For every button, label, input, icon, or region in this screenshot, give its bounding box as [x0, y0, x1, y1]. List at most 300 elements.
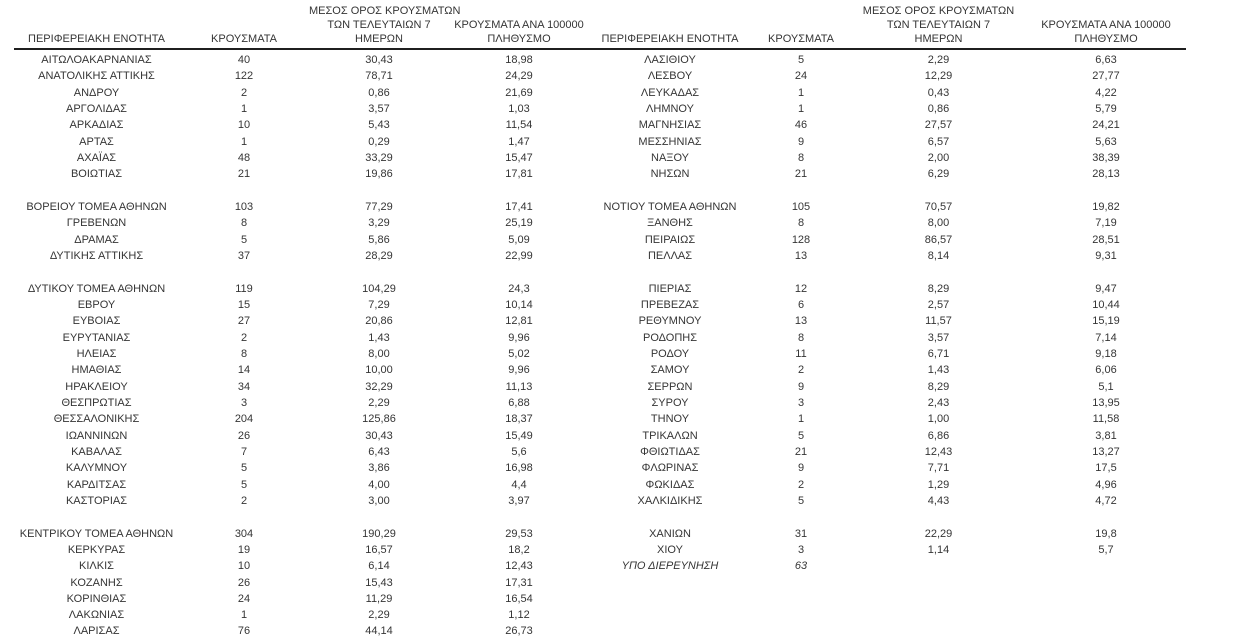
cases-right-cell: 9: [797, 380, 805, 393]
avg7-left-cell: 16,57: [365, 543, 393, 556]
cases-left-cell: 5: [240, 462, 248, 475]
table-row: [14, 542, 1186, 558]
per100k-left-cell: 29,53: [505, 527, 533, 540]
avg7-right-cell: 12,29: [924, 70, 953, 83]
avg7-left-cell: 5,43: [368, 119, 390, 132]
avg7-left-cell: 3,29: [368, 217, 390, 230]
cases-right-cell: 105: [791, 200, 811, 213]
region-right-cell: ΡΕΘΥΜΝΟΥ: [638, 315, 702, 328]
region-left-cell: ΛΑΚΩΝΙΑΣ: [68, 609, 125, 622]
per100k-left-cell: 9,96: [508, 364, 530, 377]
region-left-cell: ΔΥΤΙΚΟΥ ΤΟΜΕΑ ΑΘΗΝΩΝ: [27, 282, 166, 295]
cases-left-cell: 21: [237, 168, 251, 181]
avg7-left-cell: 8,00: [368, 347, 390, 360]
table-header: [14, 0, 1186, 49]
cases-right-cell: [751, 509, 851, 525]
per100k-right-cell: 19,82: [1092, 200, 1120, 213]
avg7-right-cell: 8,00: [927, 217, 950, 230]
cases-right-cell: 128: [791, 233, 811, 246]
per100k-right-cell: 17,5: [1095, 462, 1117, 475]
cases-left-cell: [179, 264, 309, 280]
per100k-right-cell: 13,27: [1092, 445, 1120, 458]
region-left-cell: ΙΩΑΝΝΙΝΩΝ: [65, 429, 128, 442]
region-right-cell: ΣΑΜΟΥ: [650, 364, 690, 377]
per100k-left-cell: 11,13: [505, 380, 533, 393]
per100k-left-cell: 1,03: [508, 102, 530, 115]
avg7-left-cell: 3,57: [368, 102, 390, 115]
avg7-right-cell: 1,29: [927, 478, 950, 491]
avg7-right-cell: [851, 607, 1026, 623]
avg7-right-cell: 4,43: [927, 494, 950, 507]
region-right-cell: ΤΗΝΟΥ: [650, 413, 690, 426]
region-right-cell: ΧΑΛΚΙΔΙΚΗΣ: [637, 494, 703, 507]
cases-left-cell: 76: [237, 625, 251, 638]
cases-right-cell: 5: [797, 494, 805, 507]
cases-left-cell: 1: [240, 102, 248, 115]
cases-right-cell: 9: [797, 135, 805, 148]
region-left-cell: ΚΟΡΙΝΘΙΑΣ: [66, 592, 127, 605]
header-avg7-left-line1: ΜΕΣΟΣ ΟΡΟΣ ΚΡΟΥΣΜΑΤΩΝ: [309, 5, 461, 17]
per100k-right-cell: 7,14: [1095, 331, 1117, 344]
region-left-cell: ΑΡΓΟΛΙΔΑΣ: [66, 102, 127, 115]
table-row: [14, 362, 1186, 378]
cases-left-cell: 26: [237, 576, 251, 589]
region-right-cell: ΠΕΙΡΑΙΩΣ: [644, 233, 696, 246]
per100k-left-cell: 21,69: [505, 86, 533, 99]
avg7-right-cell: [851, 183, 1026, 199]
per100k-right-cell: 3,81: [1095, 429, 1117, 442]
cases-right-cell: [751, 264, 851, 280]
region-left-cell: ΚΑΒΑΛΑΣ: [71, 445, 122, 458]
avg7-left-cell: 104,29: [362, 282, 396, 295]
per100k-left-cell: 9,96: [508, 331, 530, 344]
avg7-left-cell: 78,71: [365, 70, 393, 83]
region-left-cell: ΚΕΝΤΡΙΚΟΥ ΤΟΜΕΑ ΑΘΗΝΩΝ: [19, 527, 174, 540]
per100k-right-cell: [1026, 558, 1186, 574]
avg7-right-cell: 11,57: [925, 315, 952, 328]
region-right-cell: [589, 591, 751, 607]
avg7-left-cell: 6,43: [368, 445, 390, 458]
avg7-left-cell: 20,86: [365, 315, 393, 328]
per100k-right-cell: 27,77: [1092, 70, 1120, 83]
region-right-cell: ΦΩΚΙΔΑΣ: [645, 478, 695, 491]
cases-left-cell: 2: [240, 494, 248, 507]
region-right-cell: [589, 575, 751, 591]
avg7-right-cell: 2,43: [927, 396, 950, 409]
per100k-right-cell: 11,58: [1092, 413, 1120, 426]
per100k-left-cell: 24,29: [505, 70, 533, 83]
avg7-left-cell: 44,14: [365, 625, 393, 638]
cases-right-cell: [751, 575, 851, 591]
avg7-left-cell: 0,29: [368, 135, 390, 148]
table-row: [14, 607, 1186, 623]
avg7-left-cell: 1,43: [368, 331, 390, 344]
cases-right-cell: 1: [797, 413, 805, 426]
per100k-left-cell: 4,4: [511, 478, 527, 491]
table-row: [14, 623, 1186, 639]
cases-right-cell: 1: [797, 102, 805, 115]
per100k-right-cell: 38,39: [1092, 151, 1120, 164]
cases-right-cell: 13: [794, 249, 808, 262]
per100k-right-cell: [1026, 264, 1186, 280]
avg7-left-cell: 30,43: [365, 54, 393, 66]
per100k-right-cell: 4,96: [1095, 478, 1117, 491]
region-left-cell: ΑΝΔΡΟΥ: [73, 86, 120, 99]
cases-left-cell: 37: [237, 249, 251, 262]
avg7-left-cell: 33,29: [365, 151, 393, 164]
region-right-cell: ΝΟΤΙΟΥ ΤΟΜΕΑ ΑΘΗΝΩΝ: [603, 200, 737, 213]
avg7-right-cell: [851, 264, 1026, 280]
per100k-left-cell: 16,98: [505, 462, 533, 475]
avg7-left-cell: 125,86: [362, 413, 396, 426]
avg7-right-cell: 1,00: [927, 413, 950, 426]
region-right-cell: ΝΑΞΟΥ: [651, 151, 689, 164]
per100k-right-cell: 7,19: [1095, 217, 1117, 230]
region-left-cell: ΑΡΤΑΣ: [79, 135, 114, 148]
avg7-right-cell: 6,29: [927, 168, 950, 181]
region-left-cell: ΘΕΣΠΡΩΤΙΑΣ: [61, 396, 132, 409]
per100k-right-cell: 6,06: [1095, 364, 1117, 377]
region-left-cell: ΒΟΡΕΙΟΥ ΤΟΜΕΑ ΑΘΗΝΩΝ: [26, 200, 167, 213]
cases-right-cell: [751, 623, 851, 639]
per100k-left-cell: 15,47: [505, 151, 533, 164]
per100k-right-cell: 28,13: [1092, 168, 1120, 181]
region-right-cell: ΛΗΜΝΟΥ: [646, 102, 694, 115]
avg7-left-cell: 77,29: [365, 200, 393, 213]
avg7-left-cell: 32,29: [365, 380, 393, 393]
cases-left-cell: 8: [240, 347, 248, 360]
table-row: [14, 297, 1186, 313]
per100k-left-cell: 10,14: [505, 298, 533, 311]
region-left-cell: ΓΡΕΒΕΝΩΝ: [66, 217, 127, 230]
region-left-cell: ΗΜΑΘΙΑΣ: [71, 364, 122, 377]
avg7-left-cell: 28,29: [365, 249, 393, 262]
cases-left-cell: 103: [234, 200, 254, 213]
avg7-right-cell: 6,71: [927, 347, 950, 360]
avg7-left-cell: 3,86: [368, 462, 390, 475]
avg7-left-cell: 10,00: [365, 364, 393, 377]
cases-left-cell: 27: [237, 315, 251, 328]
per100k-left-cell: 18,37: [505, 413, 533, 426]
cases-left-cell: 40: [237, 54, 251, 66]
avg7-right-cell: 2,00: [927, 151, 950, 164]
region-right-cell: ΧΙΟΥ: [657, 543, 683, 556]
cases-right-cell: 3: [797, 396, 805, 409]
per100k-right-cell: 24,21: [1092, 119, 1120, 132]
avg7-right-cell: [851, 558, 1026, 574]
per100k-right-cell: [1026, 183, 1186, 199]
cases-right-cell: [751, 591, 851, 607]
cases-right-cell: [751, 607, 851, 623]
per100k-left-cell: 16,54: [505, 592, 533, 605]
per100k-right-cell: [1026, 623, 1186, 639]
cases-left-cell: 122: [234, 70, 254, 83]
region-left-cell: ΕΥΡΥΤΑΝΙΑΣ: [62, 331, 131, 344]
region-right-cell: [589, 183, 751, 199]
avg7-left-cell: 3,00: [368, 494, 390, 507]
avg7-right-cell: 12,43: [924, 445, 953, 458]
table-row: [14, 493, 1186, 509]
col-header-cases-left: [179, 0, 309, 49]
col-header-avg7-left: [309, 0, 461, 49]
header-per100k-left-line1: ΚΡΟΥΣΜΑΤΑ ΑΝΑ 100000: [454, 19, 584, 31]
region-right-cell: [589, 509, 751, 525]
avg7-left-cell: 190,29: [362, 527, 396, 540]
avg7-left-cell: [309, 509, 449, 525]
col-header-region-left: [14, 0, 179, 49]
per100k-right-cell: 5,1: [1098, 380, 1114, 393]
per100k-right-cell: 15,19: [1092, 315, 1120, 328]
per100k-left-cell: 17,31: [505, 576, 533, 589]
avg7-right-cell: [851, 591, 1026, 607]
region-left-cell: ΘΕΣΣΑΛΟΝΙΚΗΣ: [53, 413, 140, 426]
region-right-cell: ΦΘΙΩΤΙΔΑΣ: [640, 445, 700, 458]
per100k-left-cell: 12,43: [505, 560, 533, 573]
cases-left-cell: 34: [237, 380, 251, 393]
cases-left-cell: [179, 509, 309, 525]
cases-right-cell: 8: [797, 217, 805, 230]
regional-cases-table: [14, 0, 1186, 640]
header-per100k-left-line2: ΠΛΗΘΥΣΜΟ: [487, 33, 551, 45]
header-avg7-left-line2: ΤΩΝ ΤΕΛΕΥΤΑΙΩΝ 7: [327, 19, 431, 31]
avg7-left-cell: 2,29: [368, 396, 390, 409]
table-row: [14, 183, 1186, 199]
region-left-cell: ΚΑΛΥΜΝΟΥ: [65, 462, 128, 475]
cases-left-cell: 19: [237, 543, 251, 556]
per100k-right-cell: 5,79: [1095, 102, 1117, 115]
header-avg7-left-line3: ΗΜΕΡΩΝ: [355, 33, 403, 45]
header-cases-left-label: ΚΡΟΥΣΜΑΤΑ: [211, 33, 277, 45]
cases-left-cell: 204: [234, 413, 254, 426]
region-right-cell: ΣΕΡΡΩΝ: [647, 380, 693, 393]
region-left-cell: ΑΙΤΩΛΟΑΚΑΡΝΑΝΙΑΣ: [41, 54, 152, 66]
avg7-left-cell: 2,29: [368, 609, 390, 622]
table-row: [14, 232, 1186, 248]
region-left-cell: ΔΥΤΙΚΗΣ ΑΤΤΙΚΗΣ: [49, 249, 144, 262]
table-row: [14, 134, 1186, 150]
col-header-cases-right: [751, 0, 851, 49]
cases-left-cell: 1: [240, 609, 248, 622]
per100k-right-cell: 28,51: [1092, 233, 1120, 246]
cases-right-cell: 9: [797, 462, 805, 475]
cases-left-cell: 10: [237, 119, 251, 132]
avg7-right-cell: 3,57: [927, 331, 950, 344]
table-row: [14, 215, 1186, 231]
table-row: [14, 428, 1186, 444]
avg7-left-cell: [309, 264, 449, 280]
cases-left-cell: 119: [235, 282, 253, 295]
region-left-cell: [14, 509, 179, 525]
cases-right-cell: 21: [794, 445, 808, 458]
table-row: [14, 68, 1186, 84]
avg7-right-cell: 8,29: [927, 380, 950, 393]
region-right-cell: ΠΙΕΡΙΑΣ: [648, 282, 692, 295]
table-row: [14, 509, 1186, 525]
table-row: [14, 379, 1186, 395]
table-row: [14, 477, 1186, 493]
per100k-right-cell: 9,47: [1095, 282, 1117, 295]
avg7-right-cell: 86,57: [924, 233, 953, 246]
avg7-right-cell: 2,29: [927, 54, 950, 66]
table-row: [14, 330, 1186, 346]
avg7-right-cell: 0,86: [927, 102, 950, 115]
header-avg7-right-line1: ΜΕΣΟΣ ΟΡΟΣ ΚΡΟΥΣΜΑΤΩΝ: [862, 5, 1015, 17]
table-row: [14, 281, 1186, 297]
per100k-left-cell: [449, 264, 589, 280]
region-right-cell: ΦΛΩΡΙΝΑΣ: [641, 462, 699, 475]
region-right-cell: ΡΟΔΟΠΗΣ: [642, 331, 698, 344]
cases-left-cell: 8: [240, 217, 248, 230]
per100k-left-cell: 12,81: [505, 315, 533, 328]
per100k-right-cell: [1026, 575, 1186, 591]
cases-left-cell: 24: [237, 592, 251, 605]
cases-left-cell: 15: [237, 298, 251, 311]
col-header-avg7-right: [851, 0, 1026, 49]
table-row: [14, 166, 1186, 182]
region-right-cell: [589, 607, 751, 623]
per100k-left-cell: 5,02: [508, 347, 530, 360]
per100k-left-cell: 25,19: [505, 217, 533, 230]
avg7-left-cell: 11,29: [365, 592, 393, 605]
table-row: [14, 526, 1186, 542]
table-row: [14, 460, 1186, 476]
avg7-right-cell: 70,57: [924, 200, 953, 213]
col-header-per100k-left: [449, 0, 589, 49]
per100k-right-cell: [1026, 509, 1186, 525]
cases-left-cell: 48: [237, 151, 251, 164]
cases-right-cell: 24: [794, 70, 808, 83]
cases-right-cell: 5: [797, 429, 805, 442]
cases-right-cell: 13: [794, 315, 808, 328]
per100k-left-cell: 26,73: [505, 625, 533, 638]
per100k-right-cell: 19,8: [1095, 527, 1117, 540]
table-row: [14, 49, 1186, 68]
cases-left-cell: 10: [237, 560, 251, 573]
per100k-left-cell: [449, 183, 589, 199]
per100k-left-cell: 22,99: [505, 249, 533, 262]
header-per100k-right-line2: ΠΛΗΘΥΣΜΟ: [1074, 33, 1138, 45]
per100k-left-cell: 5,09: [508, 233, 530, 246]
region-left-cell: ΚΑΡΔΙΤΣΑΣ: [66, 478, 127, 491]
avg7-left-cell: 15,43: [365, 576, 393, 589]
avg7-right-cell: 6,86: [927, 429, 950, 442]
cases-right-cell: 5: [797, 54, 805, 66]
region-left-cell: ΕΒΡΟΥ: [77, 298, 116, 311]
region-left-cell: ΑΝΑΤΟΛΙΚΗΣ ΑΤΤΙΚΗΣ: [38, 70, 155, 83]
table-row: [14, 591, 1186, 607]
cases-right-cell: 1: [797, 86, 805, 99]
per100k-left-cell: 24,3: [508, 282, 530, 295]
header-avg7-right-line3: ΗΜΕΡΩΝ: [914, 33, 963, 45]
cases-left-cell: 7: [240, 445, 248, 458]
avg7-right-cell: [851, 509, 1026, 525]
table-row: [14, 199, 1186, 215]
per100k-left-cell: 17,81: [505, 168, 533, 181]
region-left-cell: ΚΟΖΑΝΗΣ: [70, 576, 123, 589]
avg7-right-cell: 0,43: [927, 86, 950, 99]
avg7-right-cell: 22,29: [924, 527, 953, 540]
cases-left-cell: 14: [237, 364, 251, 377]
avg7-left-cell: 4,00: [368, 478, 390, 491]
cases-right-cell: 12: [794, 282, 808, 295]
region-left-cell: ΛΑΡΙΣΑΣ: [73, 625, 120, 638]
col-header-region-right: [589, 0, 751, 49]
region-left-cell: ΗΛΕΙΑΣ: [76, 347, 117, 360]
per100k-left-cell: [449, 509, 589, 525]
cases-right-cell: 63: [794, 560, 808, 573]
cases-right-cell: 6: [797, 298, 805, 311]
per100k-right-cell: 4,22: [1095, 86, 1117, 99]
per100k-left-cell: 6,88: [508, 396, 530, 409]
cases-right-cell: 46: [794, 119, 808, 132]
per100k-left-cell: 18,2: [508, 543, 530, 556]
per100k-right-cell: 5,7: [1098, 543, 1114, 556]
cases-right-cell: 3: [797, 543, 805, 556]
per100k-left-cell: 1,12: [508, 609, 530, 622]
table-row: [14, 395, 1186, 411]
region-right-cell: ΠΡΕΒΕΖΑΣ: [640, 298, 700, 311]
table-row: [14, 264, 1186, 280]
region-right-cell: ΥΠΟ ΔΙΕΡΕΥΝΗΣΗ: [621, 560, 719, 573]
col-header-per100k-right: [1026, 0, 1186, 49]
region-left-cell: ΑΡΚΑΔΙΑΣ: [69, 119, 124, 132]
avg7-right-cell: 2,57: [927, 298, 950, 311]
avg7-left-cell: 7,29: [368, 298, 390, 311]
avg7-left-cell: 6,14: [368, 560, 390, 573]
per100k-left-cell: 1,47: [508, 135, 530, 148]
region-left-cell: ΗΡΑΚΛΕΙΟΥ: [65, 380, 128, 393]
cases-right-cell: 21: [794, 168, 808, 181]
region-right-cell: ΤΡΙΚΑΛΩΝ: [642, 429, 698, 442]
header-row: [14, 0, 1186, 49]
header-per100k-right-line1: ΚΡΟΥΣΜΑΤΑ ΑΝΑ 100000: [1041, 19, 1171, 31]
region-right-cell: ΠΕΛΛΑΣ: [647, 249, 693, 262]
per100k-right-cell: [1026, 607, 1186, 623]
region-left-cell: ΑΧΑΪΑΣ: [76, 151, 117, 164]
per100k-right-cell: 6,63: [1095, 54, 1117, 66]
avg7-right-cell: 7,71: [927, 462, 950, 475]
avg7-right-cell: 1,14: [927, 543, 950, 556]
table-row: [14, 101, 1186, 117]
region-right-cell: ΡΟΔΟΥ: [650, 347, 690, 360]
table-row: [14, 558, 1186, 574]
avg7-right-cell: 1,43: [927, 364, 950, 377]
region-left-cell: ΚΕΡΚΥΡΑΣ: [67, 543, 126, 556]
avg7-left-cell: 30,43: [365, 429, 393, 442]
cases-left-cell: 5: [240, 478, 248, 491]
cases-right-cell: 8: [797, 151, 805, 164]
region-right-cell: ΛΕΥΚΑΔΑΣ: [640, 86, 700, 99]
cases-left-cell: 5: [240, 233, 248, 246]
cases-right-cell: 2: [797, 364, 805, 377]
table-row: [14, 575, 1186, 591]
header-cases-right-label: ΚΡΟΥΣΜΑΤΑ: [768, 33, 834, 45]
cases-right-cell: [751, 183, 851, 199]
region-left-cell: ΕΥΒΟΙΑΣ: [72, 315, 121, 328]
region-right-cell: ΞΑΝΘΗΣ: [647, 217, 693, 230]
per100k-left-cell: 15,49: [505, 429, 533, 442]
avg7-right-cell: [851, 575, 1026, 591]
avg7-right-cell: 8,29: [927, 282, 950, 295]
per100k-right-cell: 10,44: [1092, 298, 1120, 311]
avg7-left-cell: 0,86: [368, 86, 390, 99]
per100k-left-cell: 11,54: [505, 119, 533, 132]
avg7-right-cell: 27,57: [924, 119, 953, 132]
region-right-cell: ΣΥΡΟΥ: [651, 396, 689, 409]
cases-right-cell: 31: [794, 527, 808, 540]
per100k-left-cell: 3,97: [508, 494, 530, 507]
table-row: [14, 85, 1186, 101]
